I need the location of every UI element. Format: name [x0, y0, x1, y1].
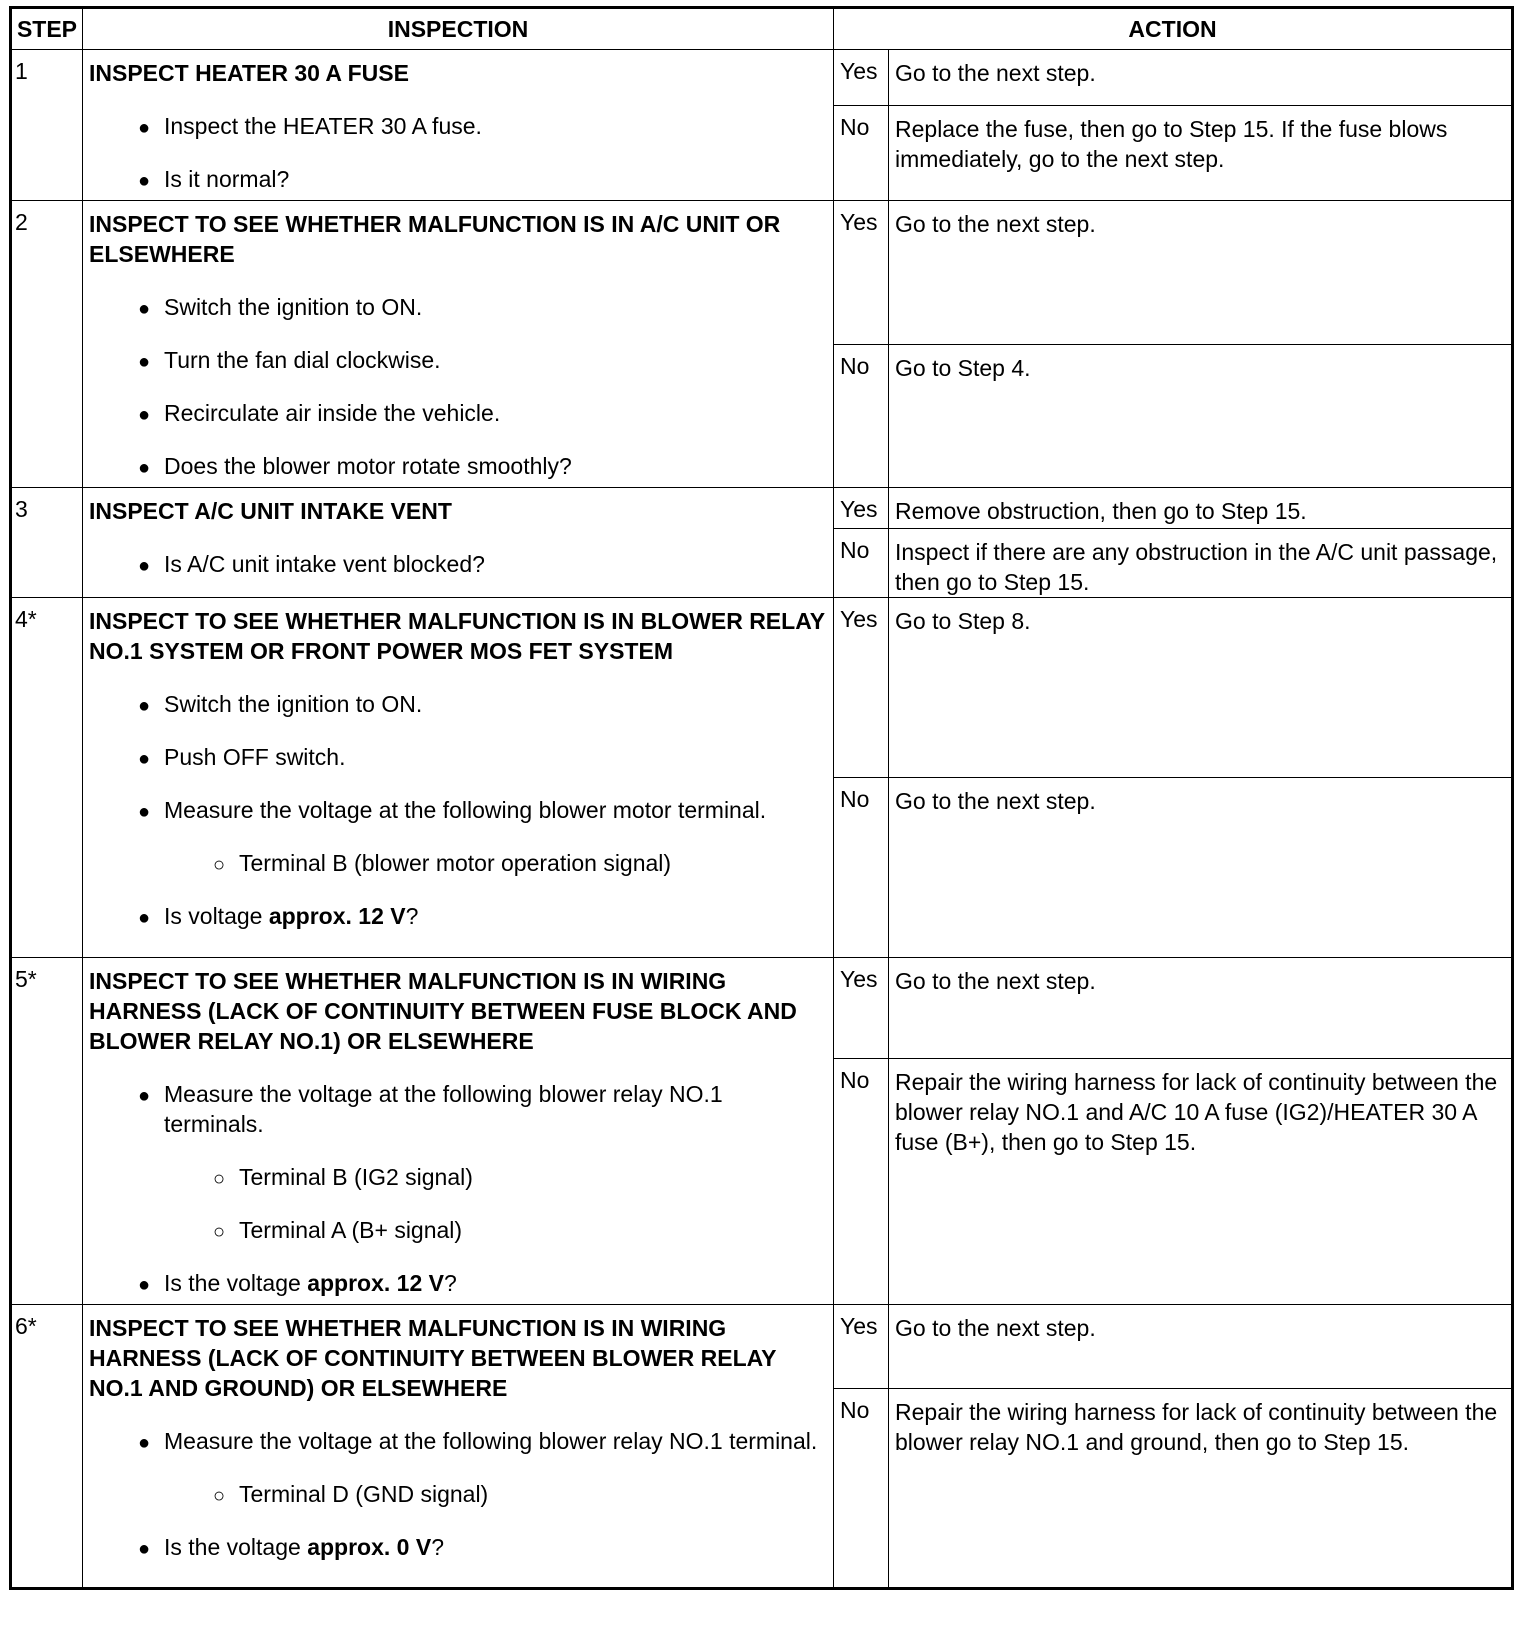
bullet-filled-icon	[132, 451, 156, 483]
yes-label: Yes	[834, 201, 889, 345]
yes-label: Yes	[834, 50, 889, 106]
bullet-item: ● Recirculate air inside the vehicle.	[164, 398, 827, 428]
inspection-cell	[83, 488, 834, 598]
bullet-item: ● Switch the ignition to ON.	[164, 689, 827, 719]
bullet-item: ● Is the voltage approx. 0 V?	[164, 1532, 827, 1562]
step-row-5-yes	[11, 958, 1513, 1059]
diagnostic-table	[9, 6, 1514, 1590]
bullet-item: ● Turn the fan dial clockwise.	[164, 345, 827, 375]
no-action: Repair the wiring harness for lack of continuity between the blower relay NO.1 and ground, then go to Step 15.	[889, 1389, 1513, 1589]
yes-action: Go to the next step.	[889, 1305, 1513, 1389]
inspection-cell	[83, 958, 834, 1305]
no-action: Go to the next step.	[889, 778, 1513, 958]
no-label: No	[834, 778, 889, 958]
bullet-item: ● Is the voltage approx. 12 V?	[164, 1268, 827, 1298]
no-action: Repair the wiring harness for lack of continuity between the blower relay NO.1 and A/C 10 A fuse (IG2)/HEATER 30 A fuse (B+), then go to Step 15.	[889, 1059, 1513, 1305]
yes-action: Go to the next step.	[889, 201, 1513, 345]
no-action: Inspect if there are any obstruction in the A/C unit passage, then go to Step 15.	[889, 529, 1513, 598]
bullet-filled-icon	[132, 549, 156, 581]
step-number: 4*	[11, 598, 83, 958]
inspection-title: INSPECT TO SEE WHETHER MALFUNCTION IS IN WIRING HARNESS (LACK OF CONTINUITY BETWEEN FUSE BLOCK AND BLOWER RELAY NO.1) OR ELSEWHERE	[89, 968, 797, 1054]
bullet-item: ● Does the blower motor rotate smoothly?	[164, 451, 827, 481]
sub-bullet-item: ○ Terminal B (blower motor operation signal)	[239, 848, 827, 878]
bullet-filled-icon	[132, 1532, 156, 1564]
step-number: 3	[11, 488, 83, 598]
header-action: ACTION	[834, 8, 1513, 50]
inspection-bullets	[89, 1426, 827, 1562]
inspection-title: INSPECT HEATER 30 A FUSE	[89, 60, 409, 86]
sub-bullet-item: ○ Terminal A (B+ signal)	[239, 1215, 827, 1245]
inspection-title: INSPECT A/C UNIT INTAKE VENT	[89, 498, 452, 524]
bullet-item: ● Measure the voltage at the following blower relay NO.1 terminal.	[164, 1426, 827, 1456]
bullet-hollow-icon	[207, 1162, 231, 1194]
no-label: No	[834, 1059, 889, 1305]
no-label: No	[834, 344, 889, 488]
bullet-filled-icon	[132, 292, 156, 324]
yes-label: Yes	[834, 958, 889, 1059]
inspection-bullets	[89, 549, 827, 579]
bullet-filled-icon	[132, 742, 156, 774]
bullet-item: ● Measure the voltage at the following blower motor terminal.	[164, 795, 827, 825]
yes-label: Yes	[834, 488, 889, 529]
no-label: No	[834, 105, 889, 200]
yes-action: Go to the next step.	[889, 958, 1513, 1059]
bullet-item: ● Measure the voltage at the following blower relay NO.1 terminals.	[164, 1079, 827, 1139]
bullet-item: ● Switch the ignition to ON.	[164, 292, 827, 322]
inspection-cell	[83, 1305, 834, 1589]
inspection-title: INSPECT TO SEE WHETHER MALFUNCTION IS IN BLOWER RELAY NO.1 SYSTEM OR FRONT POWER MOS FET SYSTEM	[89, 608, 825, 664]
bullet-filled-icon	[132, 398, 156, 430]
no-action: Replace the fuse, then go to Step 15. If the fuse blows immediately, go to the next step.	[889, 105, 1513, 200]
step-number: 6*	[11, 1305, 83, 1589]
inspection-bullets	[89, 292, 827, 481]
bullet-filled-icon	[132, 689, 156, 721]
bullet-hollow-icon	[207, 1479, 231, 1511]
step-row-2-yes	[11, 201, 1513, 345]
bullet-filled-icon	[132, 1268, 156, 1300]
step-row-1-yes	[11, 50, 1513, 106]
bullet-item: ● Push OFF switch.	[164, 742, 827, 772]
step-row-3-yes	[11, 488, 1513, 529]
inspection-title: INSPECT TO SEE WHETHER MALFUNCTION IS IN WIRING HARNESS (LACK OF CONTINUITY BETWEEN BLOWER RELAY NO.1 AND GROUND) OR ELSEWHERE	[89, 1315, 777, 1401]
yes-action: Go to the next step.	[889, 50, 1513, 106]
step-number: 1	[11, 50, 83, 201]
bullet-item: ● Is A/C unit intake vent blocked?	[164, 549, 827, 579]
bullet-filled-icon	[132, 795, 156, 827]
bullet-filled-icon	[132, 1079, 156, 1111]
bullet-item: ● Inspect the HEATER 30 A fuse.	[164, 111, 827, 141]
no-label: No	[834, 529, 889, 598]
step-number: 2	[11, 201, 83, 488]
yes-action: Remove obstruction, then go to Step 15.	[889, 488, 1513, 529]
bullet-filled-icon	[132, 1426, 156, 1458]
bullet-filled-icon	[132, 164, 156, 196]
yes-label: Yes	[834, 598, 889, 778]
step-row-4-yes	[11, 598, 1513, 778]
bullet-hollow-icon	[207, 1215, 231, 1247]
sub-bullet-item: ○ Terminal B (IG2 signal)	[239, 1162, 827, 1192]
sub-bullet-item: ○ Terminal D (GND signal)	[239, 1479, 827, 1509]
step-number: 5*	[11, 958, 83, 1305]
header-step: STEP	[11, 8, 83, 50]
yes-action: Go to Step 8.	[889, 598, 1513, 778]
bullet-filled-icon	[132, 345, 156, 377]
bullet-filled-icon	[132, 111, 156, 143]
inspection-cell	[83, 598, 834, 958]
inspection-bullets	[89, 1079, 827, 1298]
header-row	[11, 8, 1513, 50]
inspection-cell	[83, 201, 834, 488]
inspection-title: INSPECT TO SEE WHETHER MALFUNCTION IS IN A/C UNIT OR ELSEWHERE	[89, 211, 781, 267]
inspection-bullets	[89, 111, 827, 194]
header-inspection: INSPECTION	[83, 8, 834, 50]
step-row-6-yes	[11, 1305, 1513, 1389]
inspection-cell	[83, 50, 834, 201]
inspection-bullets	[89, 689, 827, 931]
no-action: Go to Step 4.	[889, 344, 1513, 488]
yes-label: Yes	[834, 1305, 889, 1389]
bullet-item: ● Is voltage approx. 12 V?	[164, 901, 827, 931]
bullet-hollow-icon	[207, 848, 231, 880]
bullet-item: ● Is it normal?	[164, 164, 827, 194]
no-label: No	[834, 1389, 889, 1589]
bullet-filled-icon	[132, 901, 156, 933]
